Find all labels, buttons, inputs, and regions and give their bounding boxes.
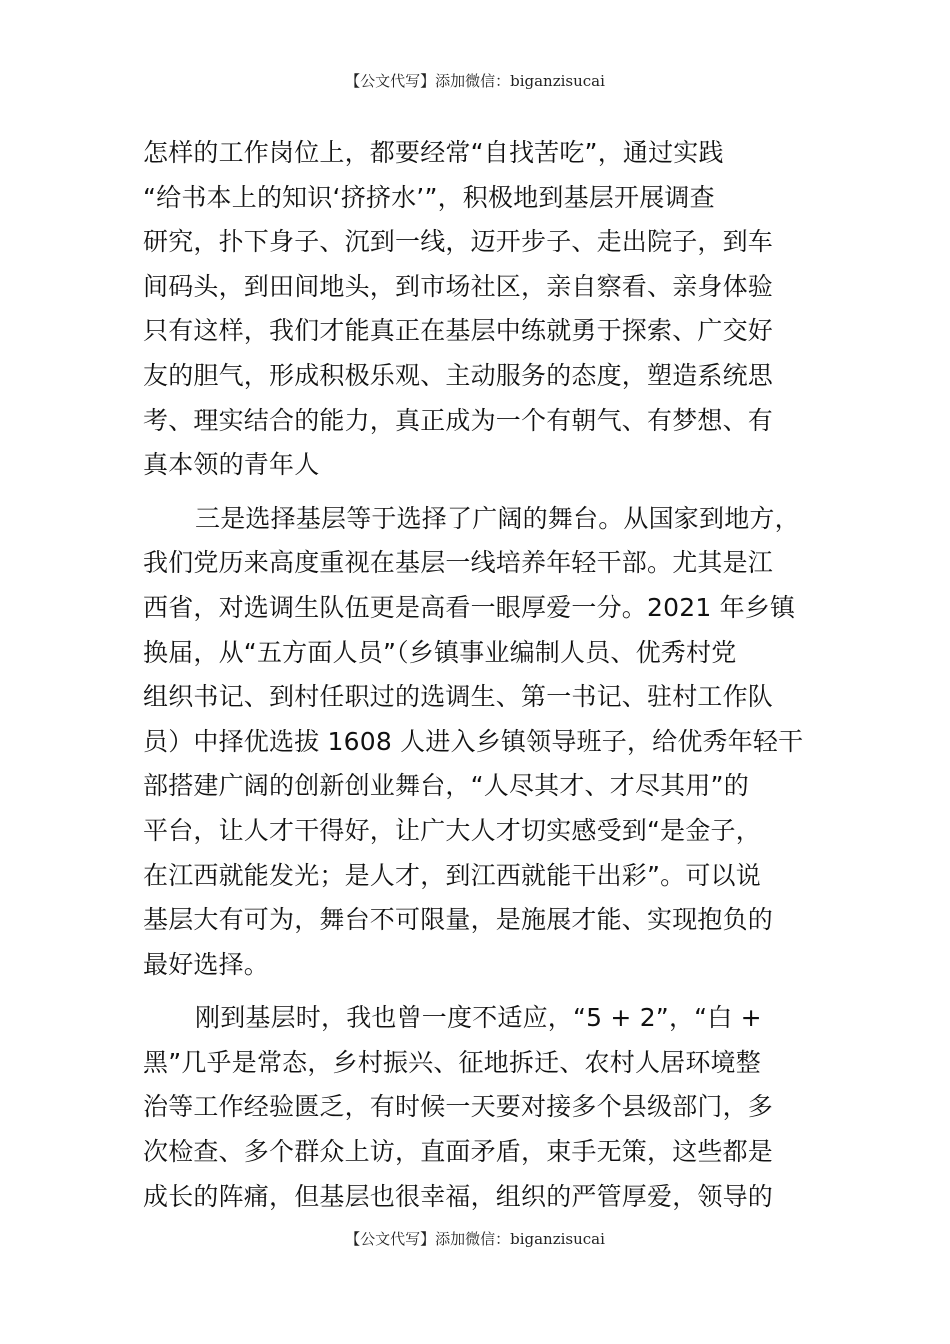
- text-line: 友的胆气，形成积极乐观、主动服务的态度，塑造系统思: [143, 360, 774, 390]
- text-line: 黑”几乎是常态，乡村振兴、征地拆迁、农村人居环境整: [143, 1047, 761, 1077]
- text-line: 成长的阵痛，但基层也很幸福，组织的严管厚爱，领导的: [143, 1181, 774, 1211]
- paragraph-3: [143, 996, 815, 1219]
- paragraph-1: [143, 131, 815, 488]
- text-line: 部搭建广阔的创新创业舞台，“人尽其才、才尽其用”的: [143, 771, 749, 801]
- text-line: 在江西就能发光；是人才，到江西就能干出彩”。可以说: [143, 860, 761, 890]
- text-line: 次检查、多个群众上访，直面矛盾，束手无策，这些都是: [143, 1137, 774, 1167]
- text-line: 我们党历来高度重视在基层一线培养年轻干部。尤其是江: [143, 548, 774, 578]
- text-line: 组织书记、到村任职过的选调生、第一书记、驻村工作队: [143, 682, 774, 712]
- text-line: 最好选择。: [143, 949, 270, 979]
- text-line: 平台，让人才干得好，让广大人才切实感受到“是金子，: [143, 815, 761, 845]
- text-line: 研究，扑下身子、沉到一线，迈开步子、走出院子，到车: [143, 227, 774, 257]
- text-line: 西省，对选调生队伍更是高看一眼厚爱一分。2021 年乡镇: [143, 592, 796, 622]
- page-footer: 【公文代写】添加微信：biganzisucai: [345, 1230, 605, 1248]
- text-line: 换届，从“五方面人员”（乡镇事业编制人员、优秀村党: [143, 637, 737, 667]
- paragraph-2: [143, 497, 815, 988]
- text-line: 考、理实结合的能力，真正成为一个有朝气、有梦想、有: [143, 405, 774, 435]
- text-line: 只有这样，我们才能真正在基层中练就勇于探索、广交好: [143, 316, 774, 346]
- document-body: [143, 131, 815, 1219]
- text-line: 治等工作经验匮乏，有时候一天要对接多个县级部门，多: [143, 1092, 774, 1122]
- text-line: 三是选择基层等于选择了广阔的舞台。从国家到地方，: [195, 503, 800, 533]
- text-line: 员）中择优选拔 1608 人进入乡镇领导班子，给优秀年轻干: [143, 726, 804, 756]
- text-line: 刚到基层时，我也曾一度不适应，“5 + 2”，“白 +: [195, 1003, 762, 1033]
- page-header: 【公文代写】添加微信：biganzisucai: [345, 72, 605, 90]
- text-line: 基层大有可为，舞台不可限量，是施展才能、实现抱负的: [143, 905, 774, 935]
- text-line: 间码头，到田间地头，到市场社区，亲自察看、亲身体验: [143, 271, 774, 301]
- text-line: 真本领的青年人: [143, 450, 320, 480]
- text-line: “给书本上的知识‘挤挤水’”，积极地到基层开展调查: [143, 182, 715, 212]
- text-line: 怎样的工作岗位上，都要经常“自找苦吃”，通过实践: [143, 138, 724, 167]
